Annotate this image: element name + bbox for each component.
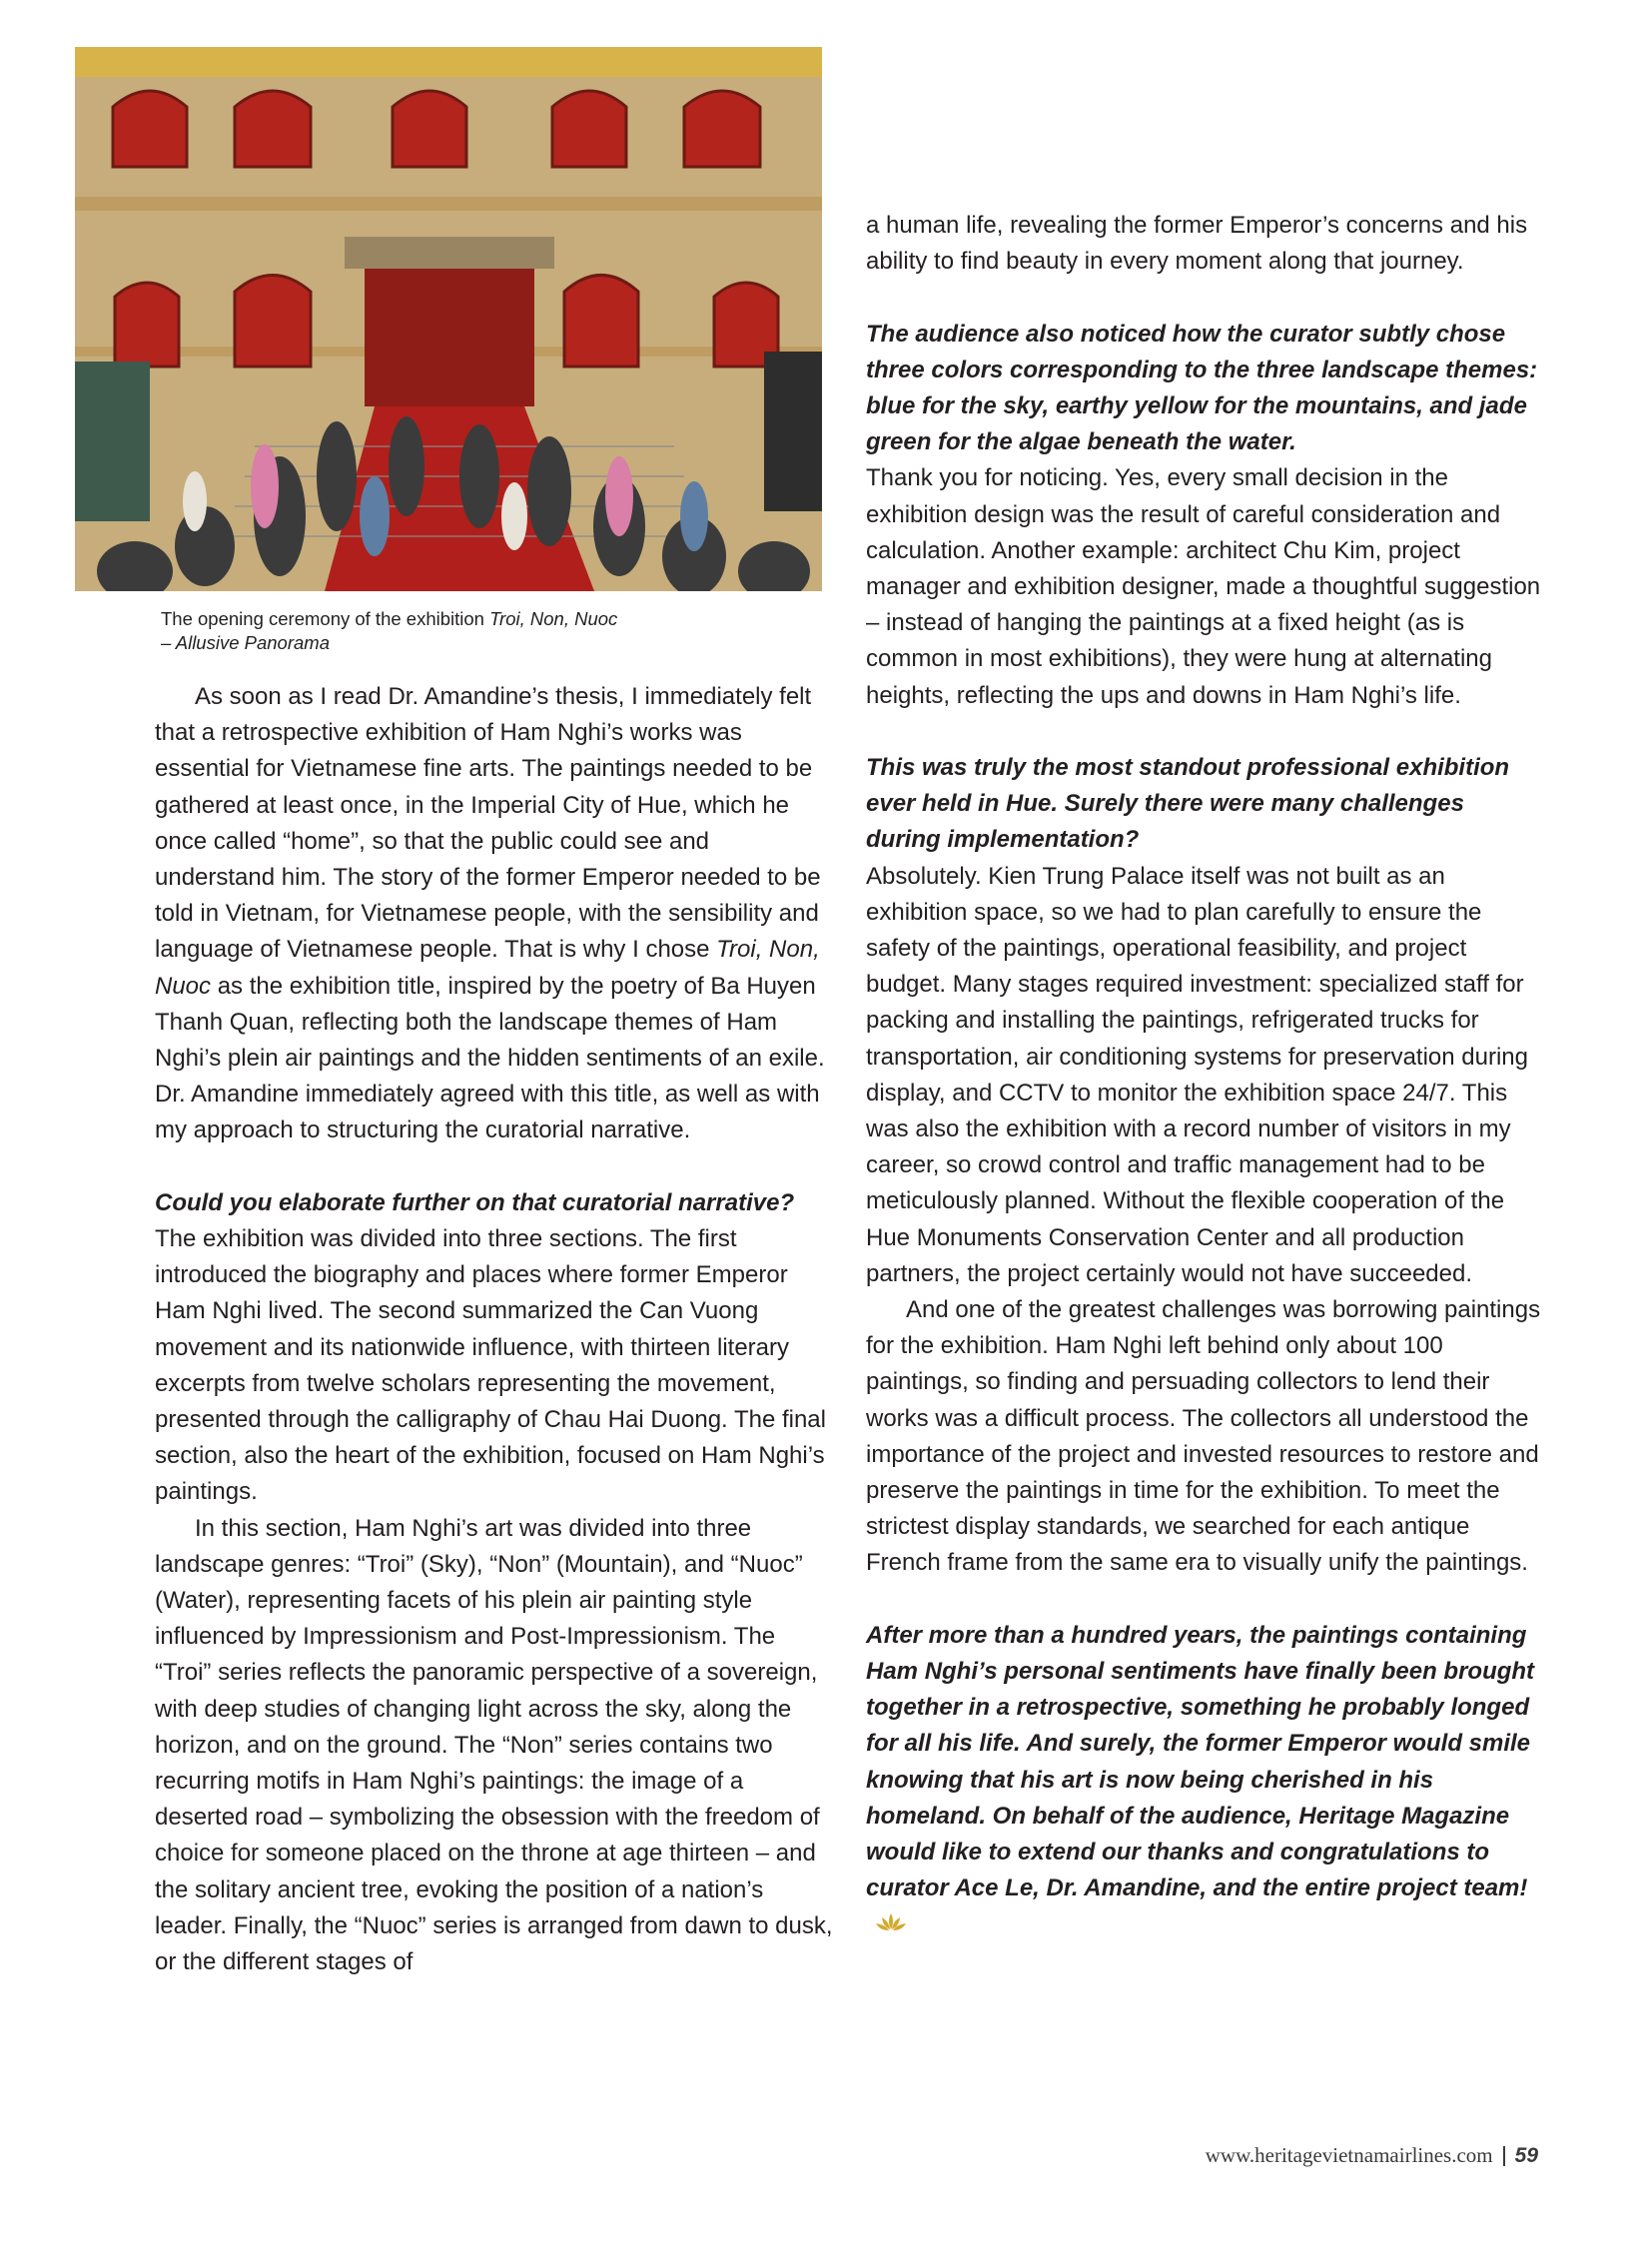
right-paragraph-1: a human life, revealing the former Emperor’s concerns and his ability to find beauty in every moment along that journey.	[866, 212, 1528, 276]
right-paragraph-4: And one of the greatest challenges was borrowing paintings for the exhibition. Ham Nghi left behind only about 100 paintings, so finding and persuading collectors to lend their works was a difficult process. The collectors all understood the importance of the project and invested resources to restore and preserve the paintings in time for the exhibition. To meet the strictest display standards, we searched for each antique French frame from the same era to visually unify the paintings.	[866, 1296, 1541, 1577]
caption-exhibition-title: Troi, Non, Nuoc	[489, 608, 618, 629]
lotus-icon	[876, 1907, 906, 1943]
right-paragraph-2: Thank you for noticing. Yes, every small decision in the exhibition design was the result of careful consideration and calculation. Another example: architect Chu Kim, project manager and exhibition designer, made a thoughtful suggestion – instead of hanging the paintings at a fixed height (as is common in most exhibitions), they were hung at alternating heights, reflecting the ups and downs in Ham Nghi’s life.	[866, 464, 1541, 709]
page-number: 59	[1514, 2143, 1538, 2167]
footer-url[interactable]: www.heritagevietnamairlines.com	[1205, 2143, 1493, 2167]
left-column	[155, 679, 834, 1980]
caption-subtitle: – Allusive Panorama	[161, 632, 330, 653]
interview-question-1: Could you elaborate further on that curatorial narrative?	[155, 1188, 795, 1216]
footer-divider	[1503, 2146, 1505, 2166]
inline-exhibition-title: Troi, Non, Nuoc	[155, 936, 820, 1000]
left-paragraph-3: In this section, Ham Nghi’s art was divided into three landscape genres: “Troi” (Sky), “Non” (Mountain), and “Nuoc” (Water), representing facets of his plein air painting style influenced by Impressionism and Post-Impressionism. The “Troi” series reflects the panoramic perspective of a sovereign, with deep studies of changing light across the sky, along the horizon, and on the ground. The “Non” series contains two recurring motifs in Ham Nghi’s paintings: the image of a deserted road – symbolizing the obsession with the freedom of choice for someone placed on the throne at age thirteen – and the solitary ancient tree, evoking the position of a nation’s leader. Finally, the “Nuoc” series is arranged from dawn to dusk, or the different stages of	[155, 1514, 833, 1976]
left-paragraph-1: As soon as I read Dr. Amandine’s thesis, I immediately felt that a retrospective exhibition of Ham Nghi’s works was essential for Vietnamese fine arts. The paintings needed to be gathered at least once, in the Imperial City of Hue, which he once called “home”, so that the public could see and understand him. The story of the former Emperor needed to be told in Vietnam, for Vietnamese people, with the sensibility and language of Vietnamese people. That is why I chose Troi, Non, Nuoc as the exhibition title, inspired by the poetry of Ba Huyen Thanh Quan, reflecting both the landscape themes of Ham Nghi’s plein air paintings and the hidden sentiments of an exile. Dr. Amandine immediately agreed with this title, as well as with my approach to structuring the curatorial narrative.	[155, 683, 825, 1144]
interview-question-2: The audience also noticed how the curator subtly chose three colors corresponding to the three landscape themes: blue for the sky, earthy yellow for the mountains, and jade green for the algae beneath the water.	[866, 320, 1538, 456]
exhibition-photo	[75, 47, 822, 591]
right-paragraph-3: Absolutely. Kien Trung Palace itself was not built as an exhibition space, so we had to plan carefully to ensure the safety of the paintings, operational feasibility, and project budget. Many stages required investment: specialized staff for packing and installing the paintings, refrigerated trucks for transportation, air conditioning systems for preservation during display, and CCTV to monitor the exhibition space 24/7. This was also the exhibition with a record number of visitors in my career, so crowd control and traffic management had to be meticulously planned. Without the flexible cooperation of the Hue Monuments Conservation Center and all production partners, the project certainly would not have succeeded.	[866, 862, 1528, 1287]
interview-question-3: This was truly the most standout professional exhibition ever held in Hue. Surely there were many challenges during implementation?	[866, 754, 1510, 854]
photo-caption	[161, 607, 760, 655]
right-column	[866, 208, 1545, 1943]
page-footer	[1206, 2143, 1538, 2168]
left-paragraph-2: The exhibition was divided into three sections. The first introduced the biography and places where former Emperor Ham Nghi lived. The second summarized the Can Vuong movement and its nationwide influence, with thirteen literary excerpts from twelve scholars representing the movement, presented through the calligraphy of Chau Hai Duong. The final section, also the heart of the exhibition, focused on Ham Nghi’s paintings.	[155, 1225, 826, 1506]
caption-text: The opening ceremony of the exhibition	[161, 608, 490, 629]
closing-statement: After more than a hundred years, the paintings containing Ham Nghi’s personal sentiments have finally been brought together in a retrospective, something he probably longed for all his life. And surely, the former Emperor would smile knowing that his art is now being cherished in his homeland. On behalf of the audience, Heritage Magazine would like to extend our thanks and congratulations to curator Ace Le, Dr. Amandine, and the entire project team!	[866, 1618, 1545, 1943]
